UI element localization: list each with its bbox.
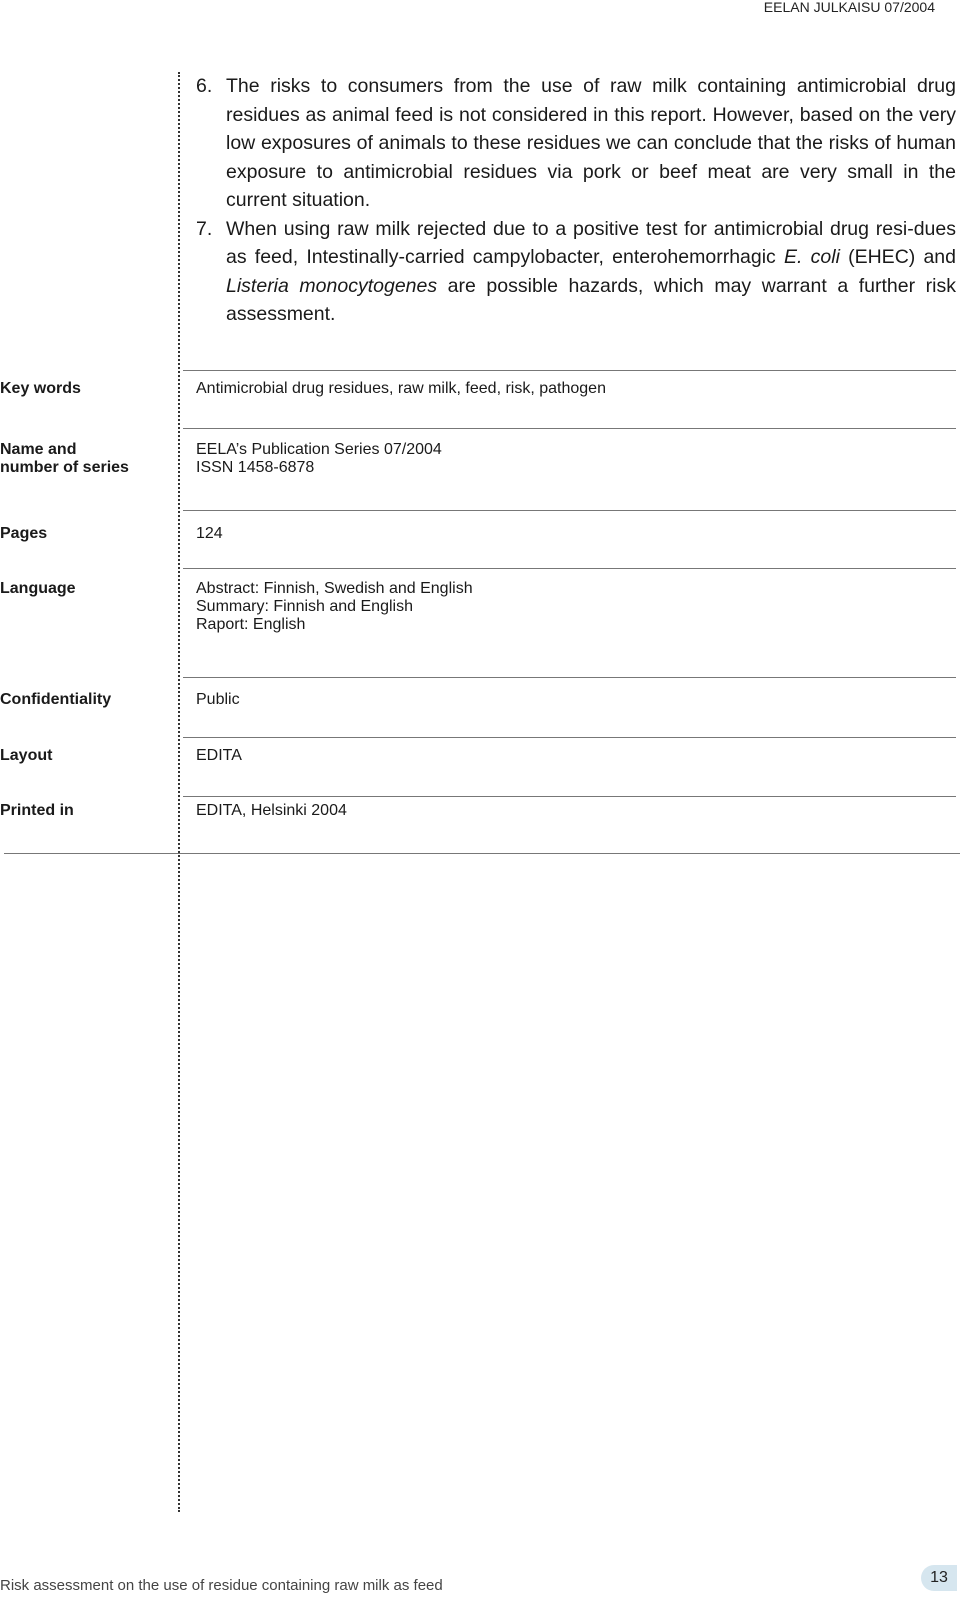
meta-value: [196, 580, 946, 634]
item-number: 6.: [196, 75, 213, 97]
species-name-listeria: Listeria monocytogenes: [226, 274, 438, 297]
meta-label: Pages: [0, 525, 48, 542]
divider-line: [183, 510, 956, 511]
item-text: [226, 215, 956, 329]
meta-label: Language: [0, 580, 76, 597]
item-text-part: When using raw milk rejected due to a positive test for antimicrobial drug resi-dues as feed, Intestinally-carried campylobacter, enterohemorrhagic: [226, 217, 956, 268]
list-item: [196, 215, 956, 329]
numbered-list: [196, 72, 956, 329]
meta-label: Key words: [0, 380, 81, 397]
meta-value: 124: [196, 525, 223, 542]
meta-value: EDITA, Helsinki 2004: [196, 802, 347, 819]
running-header: EELAN JULKAISU 07/2004: [763, 0, 935, 15]
item-text: The risks to consumers from the use of raw milk containing antimicrobial drug residues as animal feed is not considered in this report. However, based on the very low exposures of animals to these residues we can conclude that the risks of human exposure to antimicrobial residues via pork or beef meat are very small in the current situation.: [226, 75, 956, 211]
meta-label: [0, 441, 175, 477]
meta-value-line: ISSN 1458-6878: [196, 459, 315, 476]
divider-line: [183, 677, 956, 678]
dotted-column-divider: [178, 72, 180, 1512]
divider-line-bottom: [4, 853, 960, 854]
divider-line: [183, 796, 956, 797]
meta-value-line: Raport: English: [196, 616, 306, 633]
meta-label-line: number of series: [0, 459, 129, 476]
divider-line: [183, 370, 956, 371]
page-number-badge: 13: [921, 1565, 957, 1591]
item-text-part: are possible hazards, which may warrant a further risk assessment.: [226, 274, 956, 325]
item-text-part: (EHEC) and: [839, 246, 956, 268]
meta-value: Public: [196, 691, 240, 708]
divider-line: [183, 428, 956, 429]
meta-value: EDITA: [196, 747, 242, 764]
meta-value: [196, 441, 946, 477]
meta-label: Printed in: [0, 802, 74, 819]
meta-value-line: Abstract: Finnish, Swedish and English: [196, 580, 473, 597]
item-number: 7.: [196, 217, 213, 240]
footer-title: Risk assessment on the use of residue containing raw milk as feed: [0, 1577, 443, 1594]
meta-label-line: Name and: [0, 441, 77, 458]
meta-value: Antimicrobial drug residues, raw milk, feed, risk, pathogen: [196, 380, 606, 397]
species-name-ecoli: E. coli: [784, 246, 840, 268]
meta-value-line: Summary: Finnish and English: [196, 598, 413, 615]
meta-label: Layout: [0, 747, 53, 764]
divider-line: [183, 737, 956, 738]
divider-line: [183, 568, 956, 569]
list-item: [196, 72, 956, 215]
meta-value-line: EELA’s Publication Series 07/2004: [196, 441, 442, 458]
meta-label: Confidentiality: [0, 691, 112, 708]
